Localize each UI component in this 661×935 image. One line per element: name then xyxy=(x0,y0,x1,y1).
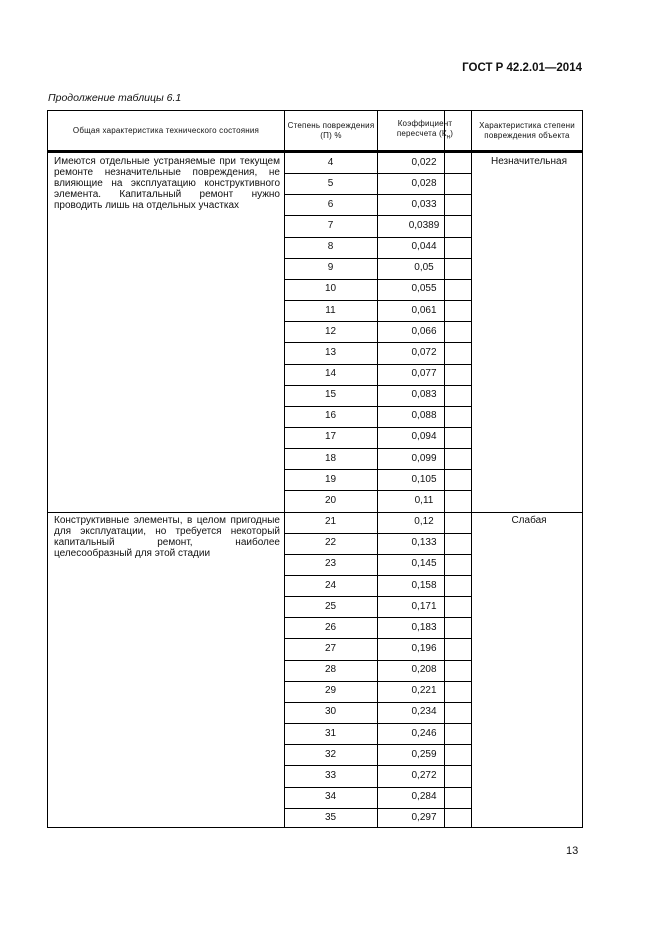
coefficient-cell: 0,105 xyxy=(411,473,437,485)
damage-degree-cell: 33 xyxy=(324,769,337,781)
damage-degree-cell: 13 xyxy=(324,346,337,358)
coefficient-cell: 0,246 xyxy=(411,727,437,739)
damage-degree-cell: 28 xyxy=(324,664,337,676)
table-caption: Продолжение таблицы 6.1 xyxy=(48,92,182,104)
coefficient-cell: 0,272 xyxy=(411,769,437,781)
damage-degree-cell: 12 xyxy=(324,325,337,337)
damage-degree-cell: 25 xyxy=(324,600,337,612)
coefficient-cell: 0,094 xyxy=(411,431,437,443)
coefficient-cell: 0,033 xyxy=(411,198,437,210)
coefficient-cell: 0,11 xyxy=(414,494,434,506)
coefficient-cell: 0,072 xyxy=(411,346,437,358)
coefficient-cell: 0,171 xyxy=(411,600,437,612)
coefficient-cell: 0,284 xyxy=(411,791,437,802)
coefficient-cell: 0,099 xyxy=(411,452,437,464)
coefficient-cell: 0,066 xyxy=(411,325,437,337)
column-divider xyxy=(471,111,472,827)
group-description-2: Конструктивные элементы, в целом пригодные для эксплуатации, но требуется некоторый капитальный ремонт, наиболее целесообразный для этой стадии xyxy=(54,515,280,559)
damage-degree-cell: 35 xyxy=(324,812,337,824)
group-description-1: Имеются отдельные устраняемые при текущем ремонте незначительные повреждения, не влияющие на эксплуатацию конструктивного элемента. Капитальный ремонт нужно проводить лишь на отдельных участках xyxy=(54,156,280,211)
coefficient-cell: 0,297 xyxy=(411,812,437,824)
group-characteristic-2: Слабая xyxy=(511,515,547,526)
damage-degree-cell: 21 xyxy=(324,516,337,528)
column-header-characteristic: Характеристика степени повреждения объекта xyxy=(479,120,575,140)
coefficient-cell: 0,088 xyxy=(411,410,437,422)
coefficient-cell: 0,055 xyxy=(411,283,437,295)
page-number: 13 xyxy=(566,845,579,857)
coefficient-cell: 0,083 xyxy=(411,389,437,401)
damage-degree-cell: 27 xyxy=(324,642,337,654)
coefficient-cell: 0,145 xyxy=(411,558,437,570)
damage-degree-cell: 23 xyxy=(324,558,337,570)
damage-degree-cell: 14 xyxy=(324,368,337,379)
damage-degree-cell: 34 xyxy=(324,791,337,802)
damage-degree-cell: 10 xyxy=(324,283,337,295)
column-header-degree: Степень повреждения (П) % xyxy=(287,120,375,140)
coefficient-cell: 0,028 xyxy=(411,177,437,189)
coefficient-cell: 0,234 xyxy=(411,706,437,718)
damage-degree-cell: 5 xyxy=(327,177,334,189)
column-header-description: Общая характеристика технического состояния xyxy=(72,125,260,135)
damage-table xyxy=(47,110,583,828)
damage-degree-cell: 29 xyxy=(324,685,337,697)
column-header-coefficient: Коэффициент пересчета $(К_н)$ xyxy=(396,118,454,141)
damage-degree-cell: 6 xyxy=(327,198,334,210)
coefficient-cell: 0,061 xyxy=(411,304,437,316)
coefficient-cell: 0,05 xyxy=(414,262,434,274)
damage-degree-cell: 8 xyxy=(327,241,334,253)
damage-degree-cell: 9 xyxy=(327,262,334,274)
coefficient-cell: 0,12 xyxy=(414,516,434,528)
coefficient-cell: 0,183 xyxy=(411,621,437,633)
damage-degree-cell: 26 xyxy=(324,621,337,633)
damage-degree-cell: 11 xyxy=(325,304,336,316)
damage-degree-cell: 32 xyxy=(324,748,337,760)
damage-degree-cell: 7 xyxy=(327,219,334,231)
coefficient-cell: 0,259 xyxy=(411,748,437,760)
coefficient-cell: 0,196 xyxy=(411,642,437,654)
coefficient-cell: 0,208 xyxy=(411,664,437,676)
damage-degree-cell: 15 xyxy=(324,389,337,401)
damage-degree-cell: 22 xyxy=(324,537,337,549)
coefficient-cell: 0,0389 xyxy=(408,219,440,231)
coefficient-cell: 0,221 xyxy=(411,685,437,697)
damage-degree-cell: 17 xyxy=(324,431,337,443)
damage-degree-cell: 4 xyxy=(327,156,334,168)
coefficient-cell: 0,044 xyxy=(411,241,437,253)
coefficient-cell: 0,158 xyxy=(411,579,437,591)
damage-degree-cell: 30 xyxy=(324,706,337,718)
coefficient-cell: 0,077 xyxy=(411,368,437,379)
damage-degree-cell: 19 xyxy=(324,473,337,485)
group-characteristic-1: Незначительная xyxy=(490,156,568,167)
damage-degree-cell: 31 xyxy=(324,727,337,739)
coefficient-cell: 0,133 xyxy=(411,537,437,549)
document-code: ГОСТ Р 42.2.01—2014 xyxy=(462,62,582,74)
damage-degree-cell: 24 xyxy=(324,579,337,591)
coefficient-cell: 0,022 xyxy=(411,156,437,168)
damage-degree-cell: 18 xyxy=(324,452,337,464)
damage-degree-cell: 16 xyxy=(324,410,337,422)
damage-degree-cell: 20 xyxy=(324,494,337,506)
